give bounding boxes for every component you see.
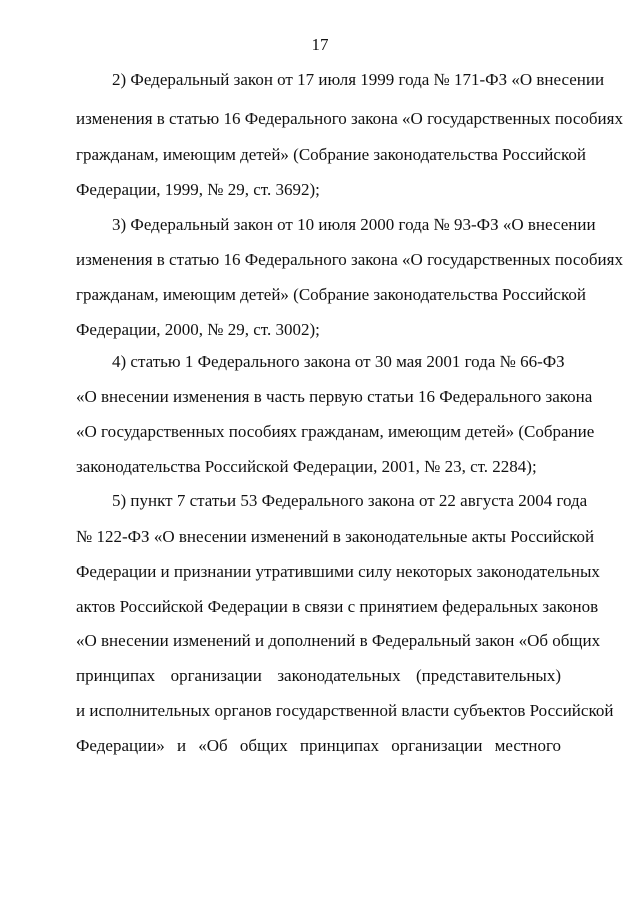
paragraph-5-line-5: «О внесении изменений и дополнений в Федеральный закон «Об общих (76, 631, 601, 650)
paragraph-5-line-7: и исполнительных органов государственной власти субъектов Российской (76, 701, 614, 720)
paragraph-3-line-1: 3) Федеральный закон от 10 июля 2000 года № 93-ФЗ «О внесении (112, 215, 596, 234)
paragraph-4-line-1: 4) статью 1 Федерального закона от 30 мая 2001 года № 66-ФЗ (112, 352, 565, 371)
paragraph-2-line-1: 2) Федеральный закон от 17 июля 1999 года № 171-ФЗ «О внесении (112, 70, 605, 89)
page-number: 17 (311, 35, 329, 54)
paragraph-5-line-4: актов Российской Федерации в связи с принятием федеральных законов (76, 597, 599, 616)
paragraph-5-line-2: № 122-ФЗ «О внесении изменений в законодательные акты Российской (76, 527, 595, 546)
paragraph-2-line-4: Федерации, 1999, № 29, ст. 3692); (76, 180, 320, 199)
paragraph-3-line-3: гражданам, имеющим детей» (Собрание законодательства Российской (76, 285, 586, 304)
paragraph-5-line-8: Федерации» и «Об общих принципах организации местного (76, 736, 561, 755)
paragraph-5-line-1: 5) пункт 7 статьи 53 Федерального закона от 22 августа 2004 года (112, 491, 588, 510)
paragraph-3-line-4: Федерации, 2000, № 29, ст. 3002); (76, 320, 320, 339)
paragraph-5-line-3: Федерации и признании утратившими силу некоторых законодательных (76, 562, 600, 581)
paragraph-5-line-6: принципах организации законодательных (представительных) (76, 666, 561, 685)
paragraph-2-line-3: гражданам, имеющим детей» (Собрание законодательства Российской (76, 145, 586, 164)
paragraph-4-line-3: «О государственных пособиях гражданам, имеющим детей» (Собрание (76, 422, 595, 441)
paragraph-2-line-2: изменения в статью 16 Федерального закона «О государственных пособиях (76, 109, 623, 128)
paragraph-3-line-2: изменения в статью 16 Федерального закона «О государственных пособиях (76, 250, 623, 269)
paragraph-4-line-4: законодательства Российской Федерации, 2001, № 23, ст. 2284); (76, 457, 537, 476)
paragraph-4-line-2: «О внесении изменения в часть первую статьи 16 Федерального закона (76, 387, 593, 406)
